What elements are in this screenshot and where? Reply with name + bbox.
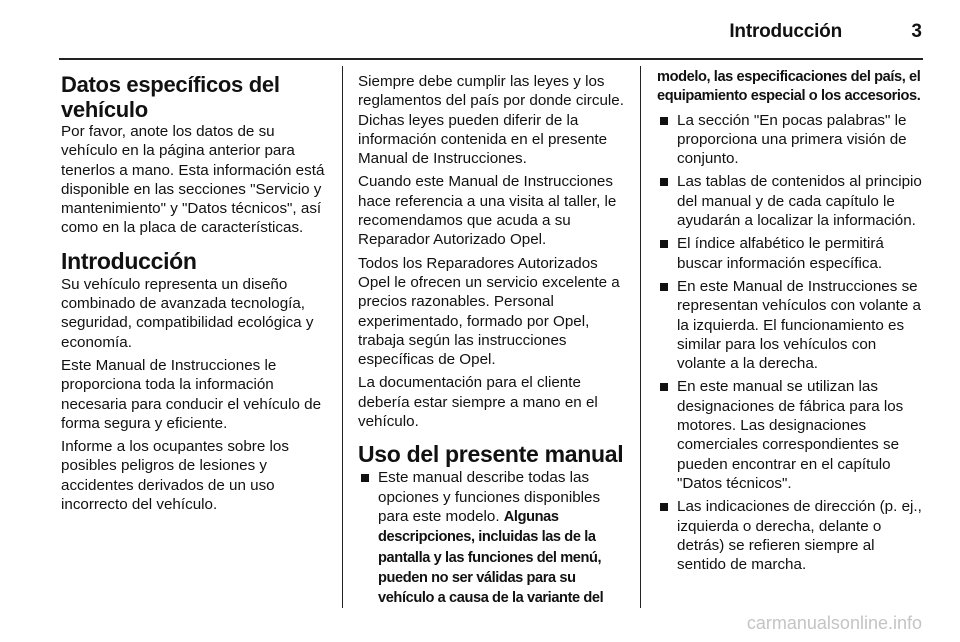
header-rule [59, 58, 923, 60]
section-title-manual-use: Uso del presente manual [358, 441, 624, 468]
paragraph: Por favor, anote los datos de su vehículo en la página anterior para tenerlos a mano. Esta información está disponible en las secciones "Servicio y mantenimiento" y "Datos técnicos", así como en la placa de características. [61, 123, 325, 237]
list-item [358, 468, 626, 608]
section-title-vehicle-data: Datos específicos del vehículo [61, 72, 280, 122]
watermark: carmanualsonline.info [746, 613, 922, 633]
column-divider-2 [640, 66, 641, 608]
square-bullet-icon [660, 383, 668, 391]
column-1 [61, 72, 329, 518]
bullet-list [358, 468, 626, 608]
list-item-text: En este manual se utilizan las designaciones de fábrica para los motores. Las designaciones comerciales correspondientes se pueden encontrar en el capítulo "Datos técnicos". [677, 378, 904, 492]
paragraph: Cuando este Manual de Instrucciones hace referencia a una visita al taller, le recomendamos que acuda a su Reparador Autorizado Opel. [358, 173, 617, 249]
square-bullet-icon [660, 283, 668, 291]
list-item [657, 172, 925, 230]
square-bullet-icon [660, 503, 668, 511]
square-bullet-icon [660, 178, 668, 186]
list-item-text: En este Manual de Instrucciones se representan vehículos con volante a la izquierda. El funcionamiento es similar para los vehículos con volante a la derecha. [677, 277, 922, 373]
section-title-introduction: Introducción [61, 247, 197, 274]
list-item [657, 377, 925, 493]
page-number: 3 [911, 21, 922, 42]
paragraph: Este Manual de Instrucciones le proporciona toda la información necesaria para conducir el vehículo de forma segura y eficiente. [61, 356, 322, 432]
running-title: Introducción [729, 21, 842, 42]
list-item-text: Las tablas de contenidos al principio del manual y de cada capítulo le ayudarán a localizar la información. [677, 173, 922, 230]
bullet-list [657, 111, 925, 575]
column-3 [657, 69, 925, 578]
list-item [657, 497, 925, 574]
continued-bold-text: modelo, las especificaciones del país, el equipamiento especial o los accesorios. [657, 69, 921, 105]
square-bullet-icon [660, 117, 668, 125]
paragraph: Todos los Reparadores Autorizados Opel le ofrecen un servicio excelente a precios razonables. Personal experimentado, formado por Opel, trabaja según las instrucciones específicas de Opel. [358, 254, 620, 369]
list-item-text: La sección "En pocas palabras" le proporciona una primera visión de conjunto. [677, 111, 907, 168]
column-2 [358, 72, 626, 612]
list-item-text: Este manual describe todas las opciones y funciones disponibles para este modelo. [378, 469, 601, 525]
list-item [657, 277, 925, 373]
paragraph: Siempre debe cumplir las leyes y los reglamentos del país por donde circule. Dichas leyes pueden diferir de la información contenida en el presente Manual de Instrucciones. [358, 73, 624, 168]
list-item-text: Las indicaciones de dirección (p. ej., izquierda o derecha, delante o detrás) se refieren siempre al sentido de marcha. [677, 498, 922, 574]
square-bullet-icon [361, 474, 369, 482]
square-bullet-icon [660, 240, 668, 248]
paragraph: La documentación para el cliente debería estar siempre a mano en el vehículo. [358, 374, 598, 431]
paragraph: Su vehículo representa un diseño combinado de avanzada tecnología, seguridad, compatibilidad ecológica y economía. [61, 275, 314, 351]
list-item-bold-text: Algunas descripciones, incluidas las de la pantalla y las funciones del menú, pueden no ser válidas para su vehículo a causa de la variante del [378, 508, 604, 607]
paragraph: Informe a los ocupantes sobre los posibles peligros de lesiones y accidentes derivados de un uso incorrecto del vehículo. [61, 438, 289, 514]
page-header [0, 0, 960, 56]
list-item [657, 234, 925, 273]
list-item-text: El índice alfabético le permitirá buscar información específica. [677, 235, 884, 272]
list-item [657, 111, 925, 169]
column-divider-1 [342, 66, 343, 608]
